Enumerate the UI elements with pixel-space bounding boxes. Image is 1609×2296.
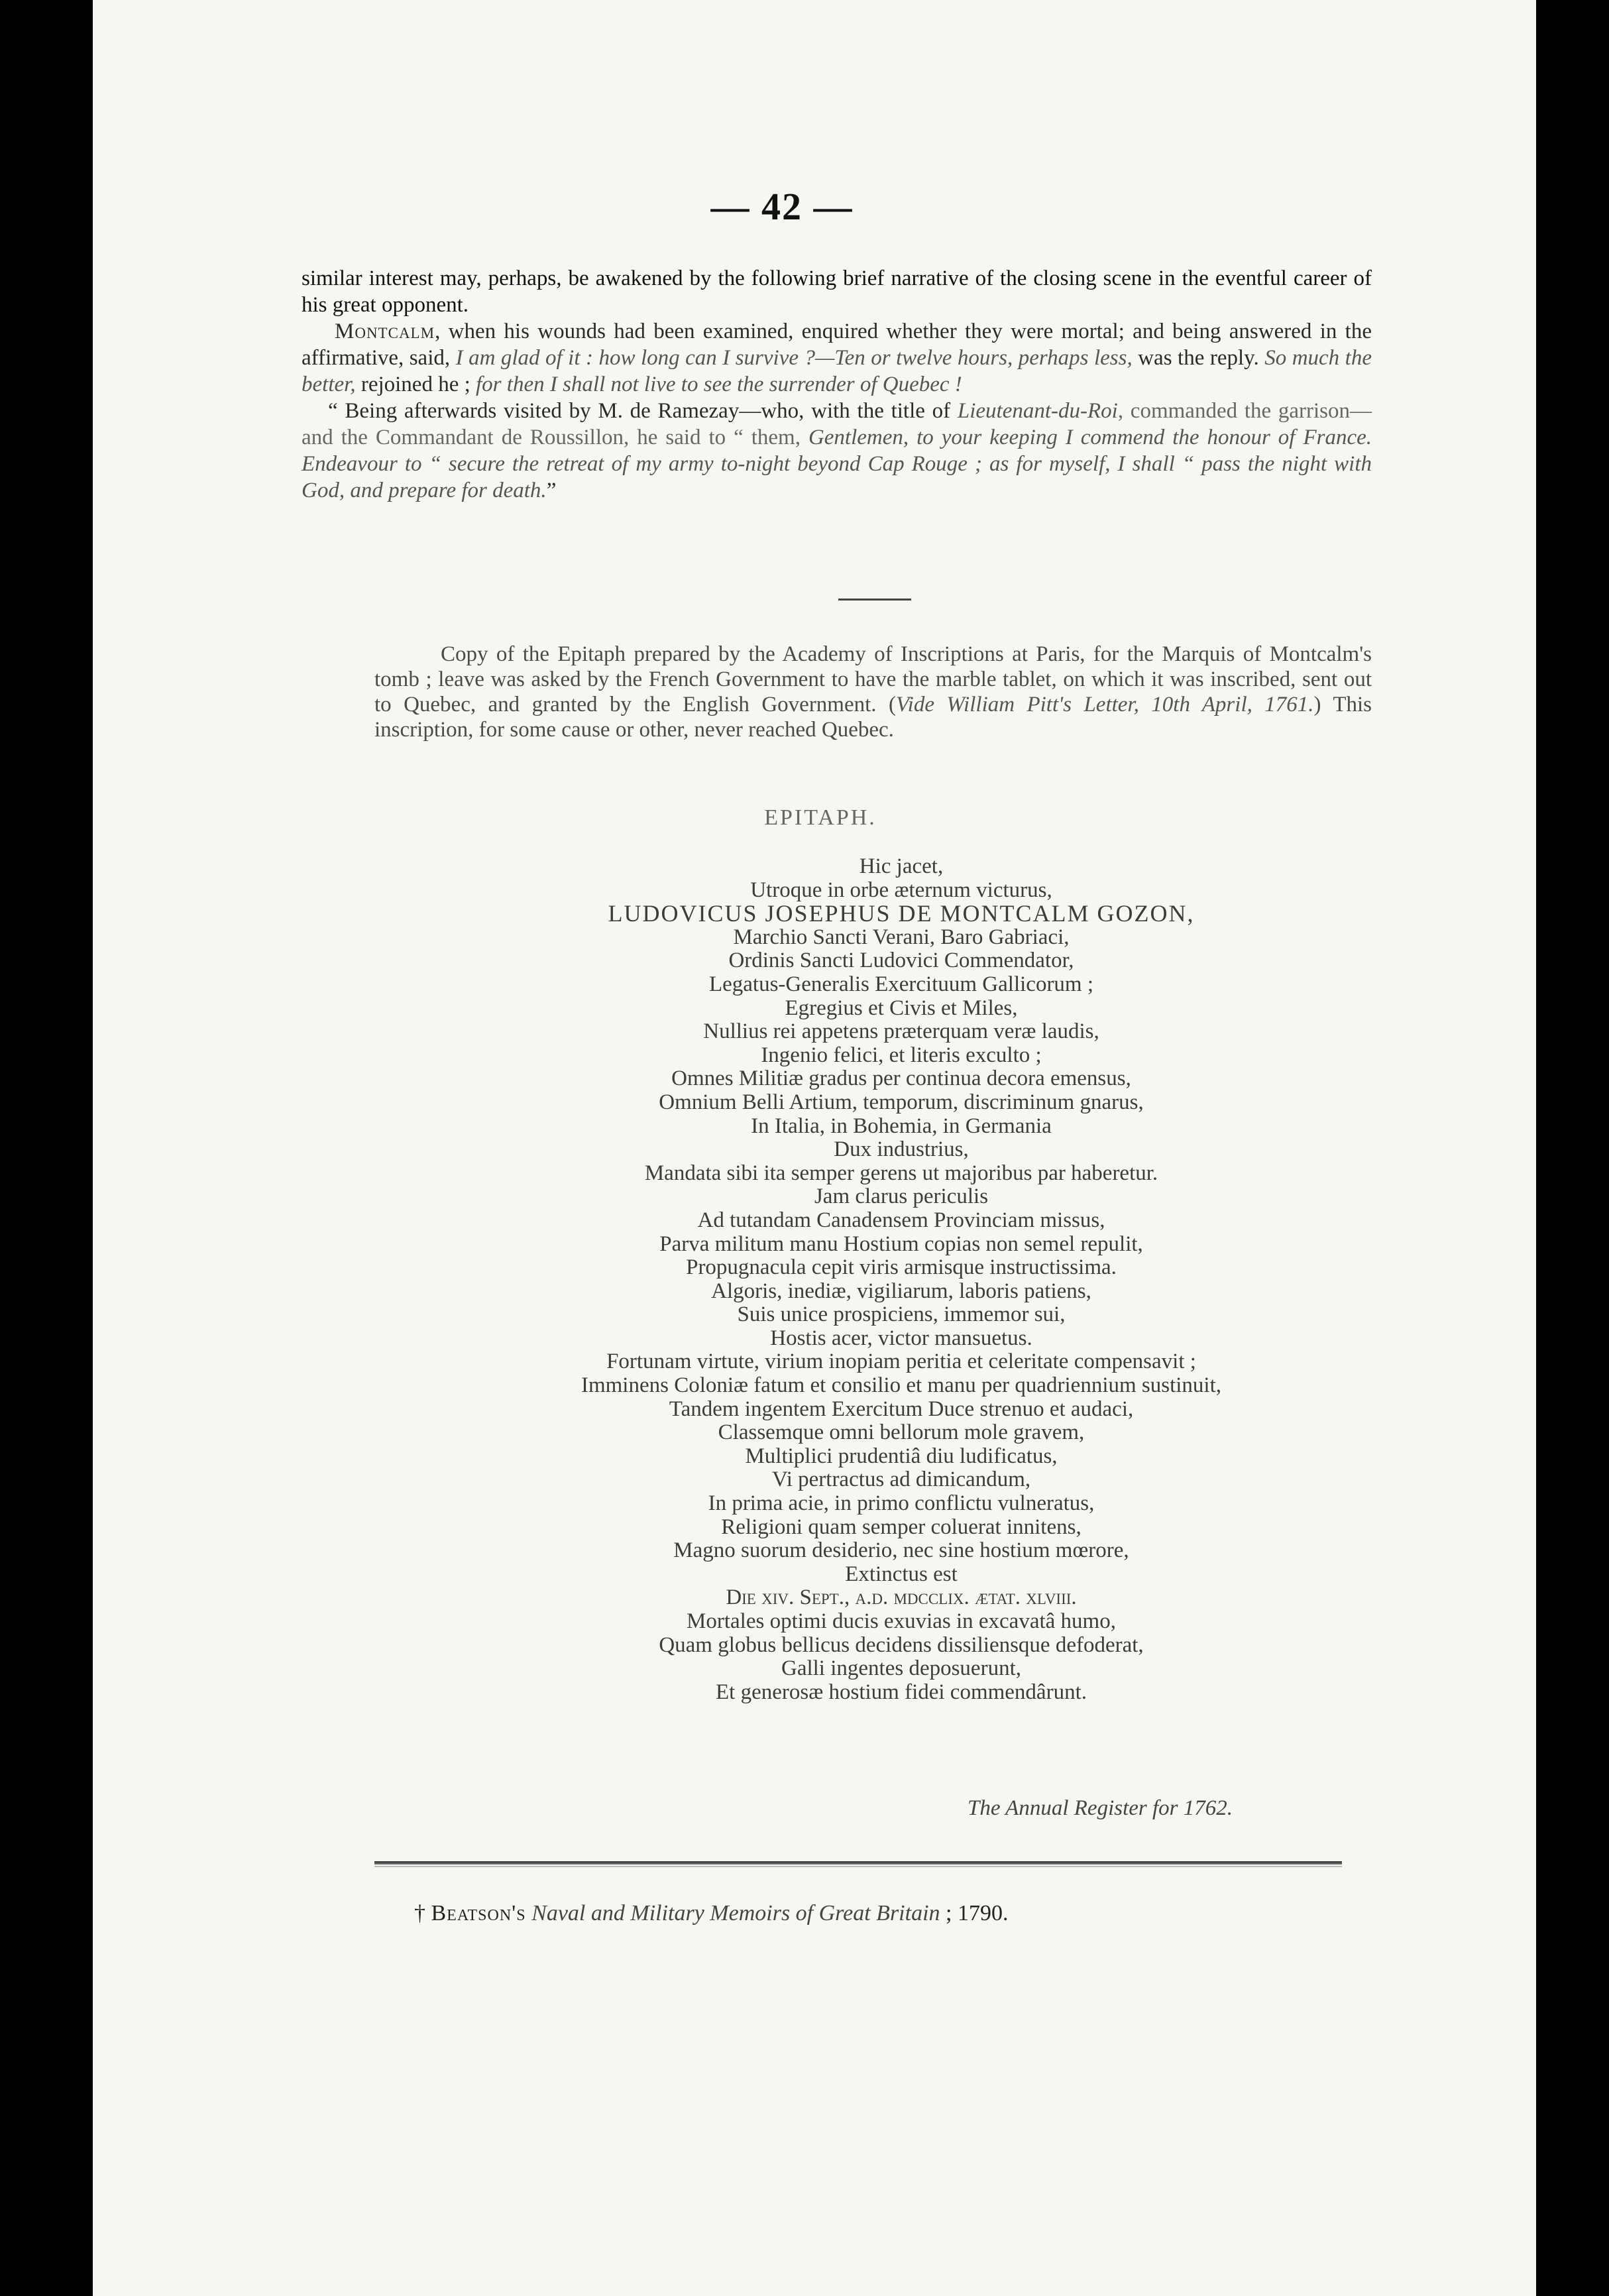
intro-paragraph-3 bbox=[302, 398, 1372, 504]
intro-paragraph-2 bbox=[302, 318, 1372, 398]
epitaph-line: Fortunam virtute, virium inopiam peritia et celeritate compensavit ; bbox=[606, 1349, 1196, 1374]
epitaph-line: Legatus-Generalis Exercituum Gallicorum ; bbox=[708, 972, 1094, 996]
p3-italic-2: Gentlemen, to your keeping I commend the honour of France. Endeavour to “ secure the retreat of my army to-night beyond Cap Rouge ; as for myself, I shall “ pass the night with God, and prepare for death. bbox=[302, 426, 1372, 502]
footnote-title: Naval and Military Memoirs of Great Britain bbox=[526, 1901, 940, 1925]
intro-paragraph-1: similar interest may, perhaps, be awakened by the following brief narrative of the closing scene in the eventful career of his great opponent. bbox=[302, 266, 1372, 317]
epitaph-line: Ad tutandam Canadensem Provinciam missus, bbox=[697, 1208, 1105, 1232]
p3-end: ” bbox=[546, 479, 557, 502]
footnote-rule-shadow bbox=[374, 1866, 1342, 1867]
epitaph-line: Tandem ingentem Exercitum Duce strenuo et audaci, bbox=[669, 1397, 1134, 1421]
epitaph-line: Parva militum manu Hostium copias non semel repulit, bbox=[659, 1232, 1143, 1256]
montcalm-name: Montcalm bbox=[335, 319, 435, 343]
epitaph-line-date: Die xiv. Sept., a.d. mdcclix. ætat. xlviii. bbox=[726, 1585, 1077, 1610]
copy-paragraph bbox=[374, 642, 1372, 742]
epitaph-line: Extinctus est bbox=[845, 1562, 958, 1586]
epitaph-line: Algoris, inediæ, vigiliarum, laboris patiens, bbox=[711, 1279, 1091, 1303]
epitaph-line: Propugnacula cepit viris armisque instructissima. bbox=[686, 1255, 1117, 1280]
p2-text-a: , when his wounds had been examined, enquired whether they were mortal; and being answered in the affirmative, said, bbox=[302, 319, 1372, 370]
section-divider bbox=[838, 599, 911, 601]
epitaph-line: Hic jacet, bbox=[859, 854, 944, 878]
epitaph-line: Religioni quam semper coluerat innitens, bbox=[721, 1515, 1082, 1539]
copy-text-a: Copy of the Epitaph prepared by the Academy of Inscriptions at Paris, for the Marquis of Montcalm's tomb ; leave was asked by the French Government to have the marble tablet, on which it was inscribed, sent out to Quebec, and granted by the English Government. ( bbox=[374, 642, 1372, 717]
footnote-mark: † bbox=[414, 1901, 431, 1925]
intro-text bbox=[302, 265, 1372, 504]
scan-border-left bbox=[0, 0, 93, 2296]
p2-text-c: rejoined he ; bbox=[355, 373, 476, 396]
epitaph-line: Hostis acer, victor mansuetus. bbox=[770, 1326, 1032, 1350]
epitaph-line: Egregius et Civis et Miles, bbox=[785, 996, 1018, 1020]
epitaph-title: EPITAPH. bbox=[764, 805, 877, 830]
footnote-author: Beatson's bbox=[431, 1901, 526, 1925]
epitaph-line: Jam clarus periculis bbox=[814, 1184, 989, 1209]
epitaph-line: Dux industrius, bbox=[834, 1137, 969, 1162]
epitaph-introduction bbox=[374, 642, 1372, 742]
p3-text-a: “ Being afterwards visited by M. de Ramezay—who, with the title of bbox=[328, 399, 958, 423]
epitaph-line: Magno suorum desiderio, nec sine hostium mœrore, bbox=[673, 1538, 1129, 1563]
footnote-date: ; 1790. bbox=[940, 1901, 1009, 1925]
epitaph-line: Mandata sibi ita semper gerens ut majoribus par haberetur. bbox=[644, 1161, 1158, 1185]
epitaph-line: Imminens Coloniæ fatum et consilio et manu per quadriennium sustinuit, bbox=[581, 1373, 1222, 1398]
epitaph-line: Quam globus bellicus decidens dissiliensque defoderat, bbox=[659, 1633, 1144, 1657]
p2-italic-1: I am glad of it : how long can I survive ?—Ten or twelve hours, perhaps less, bbox=[455, 346, 1133, 370]
epitaph-inscription bbox=[464, 855, 1339, 1704]
epitaph-line: Ingenio felici, et literis exculto ; bbox=[761, 1043, 1042, 1067]
epitaph-line: Et generosæ hostium fidei commendârunt. bbox=[716, 1680, 1087, 1704]
epitaph-line: Vi pertractus ad dimicandum, bbox=[771, 1467, 1031, 1492]
epitaph-line: Marchio Sancti Verani, Baro Gabriaci, bbox=[733, 925, 1070, 949]
footnote-rule bbox=[374, 1861, 1342, 1865]
epitaph-line: Multiplici prudentiâ diu ludificatus, bbox=[745, 1444, 1058, 1468]
copy-italic: Vide William Pitt's Letter, 10th April, 1761. bbox=[895, 693, 1314, 717]
epitaph-line: Nullius rei appetens præterquam veræ laudis, bbox=[703, 1019, 1099, 1044]
epitaph-line: Omnes Militiæ gradus per continua decora emensus, bbox=[671, 1066, 1131, 1091]
p2-text-b: was the reply. bbox=[1132, 346, 1265, 370]
p2-italic-3: for then I shall not live to see the surrender of Quebec ! bbox=[476, 373, 962, 396]
epitaph-line: Suis unice prospiciens, immemor sui, bbox=[737, 1302, 1066, 1327]
epitaph-line: Galli ingentes deposuerunt, bbox=[781, 1656, 1021, 1681]
epitaph-line: Ordinis Sancti Ludovici Commendator, bbox=[728, 948, 1074, 973]
epitaph-line: Mortales optimi ducis exuvias in excavatâ humo, bbox=[687, 1609, 1116, 1633]
epitaph-line: Utroque in orbe æternum victurus, bbox=[750, 878, 1052, 902]
p3-italic-1: Lieutenant-du-Roi bbox=[957, 399, 1118, 423]
epitaph-line: In Italia, in Bohemia, in Germania bbox=[751, 1114, 1052, 1138]
epitaph-line: Omnium Belli Artium, temporum, discriminum gnarus, bbox=[659, 1090, 1144, 1114]
epitaph-line: In prima acie, in primo conflictu vulneratus, bbox=[708, 1491, 1095, 1516]
p2-italic-2: So much the better, bbox=[302, 346, 1372, 396]
epitaph-source: The Annual Register for 1762. bbox=[968, 1796, 1233, 1820]
scan-border-right bbox=[1536, 0, 1609, 2296]
page-number: — 42 — bbox=[710, 185, 854, 228]
p3-text-b: , commanded the garrison—and the Commandant de Roussillon, he said to “ them, bbox=[302, 399, 1372, 449]
epitaph-line-name: LUDOVICUS JOSEPHUS DE MONTCALM GOZON, bbox=[608, 900, 1195, 927]
footnote bbox=[414, 1901, 1342, 1926]
copy-text-b: ) This inscription, for some cause or other, never reached Quebec. bbox=[374, 693, 1372, 742]
epitaph-line: Classemque omni bellorum mole gravem, bbox=[718, 1420, 1085, 1445]
